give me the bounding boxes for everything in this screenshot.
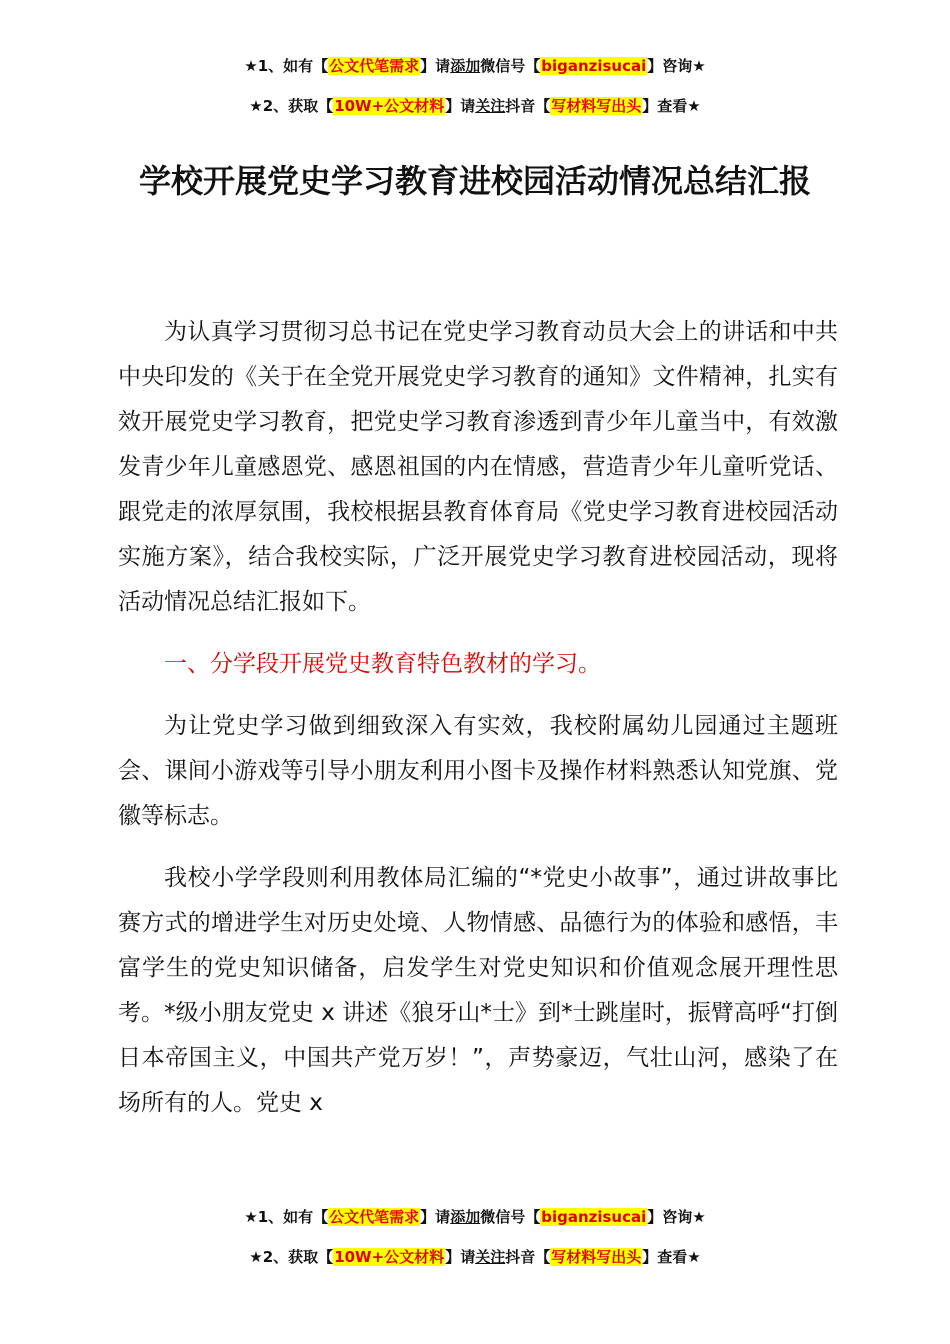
banner-highlight: biganzisucai (541, 57, 647, 75)
intro-paragraph: 为认真学习贯彻习总书记在党史学习教育动员大会上的讲话和中共中央印发的《关于在全党开展党史学习教育的通知》文件精神，扎实有效开展党史学习教育，把党史学习教育渗透到青少年儿童当中，有效激发青少年儿童感恩党、感恩祖国的内在情感，营造青少年儿童听党话、跟党走的浓厚氛围，我校根据县教育体育局《党史学习教育进校园活动实施方案》，结合我校实际，广泛开展党史学习教育进校园活动，现将活动情况总结汇报如下。 (118, 319, 838, 615)
banner-text: 】查看★ (642, 97, 701, 115)
banner-underlined: 添加 (450, 1208, 481, 1226)
banner-underlined: 关注 (475, 97, 506, 115)
banner-text: 微信号【 (480, 1208, 541, 1226)
banner-text: ★2、获取【 (249, 1248, 334, 1266)
banner-highlight: 10W+公文材料 (334, 97, 445, 115)
banner-text: 】请 (420, 1208, 451, 1226)
banner-text: ★2、获取【 (249, 97, 334, 115)
banner-highlight: 写材料写出头 (551, 1248, 642, 1266)
document-body (118, 310, 838, 1143)
header-banner (0, 56, 950, 116)
banner-text: ★1、如有【 (244, 57, 329, 75)
banner-text: 】咨询★ (647, 57, 706, 75)
banner-line-1 (0, 56, 950, 76)
banner-underlined: 添加 (450, 57, 481, 75)
banner-text: 】查看★ (642, 1248, 701, 1266)
banner-text: 抖音【 (505, 97, 551, 115)
banner-text: 】请 (420, 57, 451, 75)
banner-text: 】请 (445, 1248, 476, 1266)
banner-text: ★1、如有【 (244, 1208, 329, 1226)
body-paragraph: 为让党史学习做到细致深入有实效，我校附属幼儿园通过主题班会、课间小游戏等引导小朋友利用小图卡及操作材料熟悉认知党旗、党徽等标志。 (118, 713, 838, 829)
banner-highlight: biganzisucai (541, 1208, 647, 1226)
banner-line-1 (0, 1207, 950, 1227)
banner-text: 微信号【 (480, 57, 541, 75)
banner-text: 】请 (445, 97, 476, 115)
banner-underlined: 关注 (475, 1248, 506, 1266)
document-title: 学校开展党史学习教育进校园活动情况总结汇报 (138, 162, 811, 200)
banner-line-2 (0, 1247, 950, 1267)
banner-highlight: 写材料写出头 (551, 97, 642, 115)
banner-highlight: 公文代笔需求 (329, 57, 420, 75)
body-paragraph: 我校小学学段则利用教体局汇编的“*党史小故事”，通过讲故事比赛方式的增进学生对历史处境、人物情感、品德行为的体验和感悟，丰富学生的党史知识储备，启发学生对党史知识和价值观念展开理性思考。*级小朋友党史 x 讲述《狼牙山*士》到*士跳崖时，振臂高呼“打倒日本帝国主义，中国共产党万岁！”，声势豪迈，气壮山河，感染了在场所有的人。党史 x (118, 865, 838, 1116)
banner-line-2 (0, 96, 950, 116)
banner-text: 】咨询★ (647, 1208, 706, 1226)
section-heading: 一、分学段开展党史教育特色教材的学习。 (164, 651, 601, 677)
banner-highlight: 10W+公文材料 (334, 1248, 445, 1266)
banner-text: 抖音【 (505, 1248, 551, 1266)
banner-highlight: 公文代笔需求 (329, 1208, 420, 1226)
footer-banner (0, 1207, 950, 1267)
